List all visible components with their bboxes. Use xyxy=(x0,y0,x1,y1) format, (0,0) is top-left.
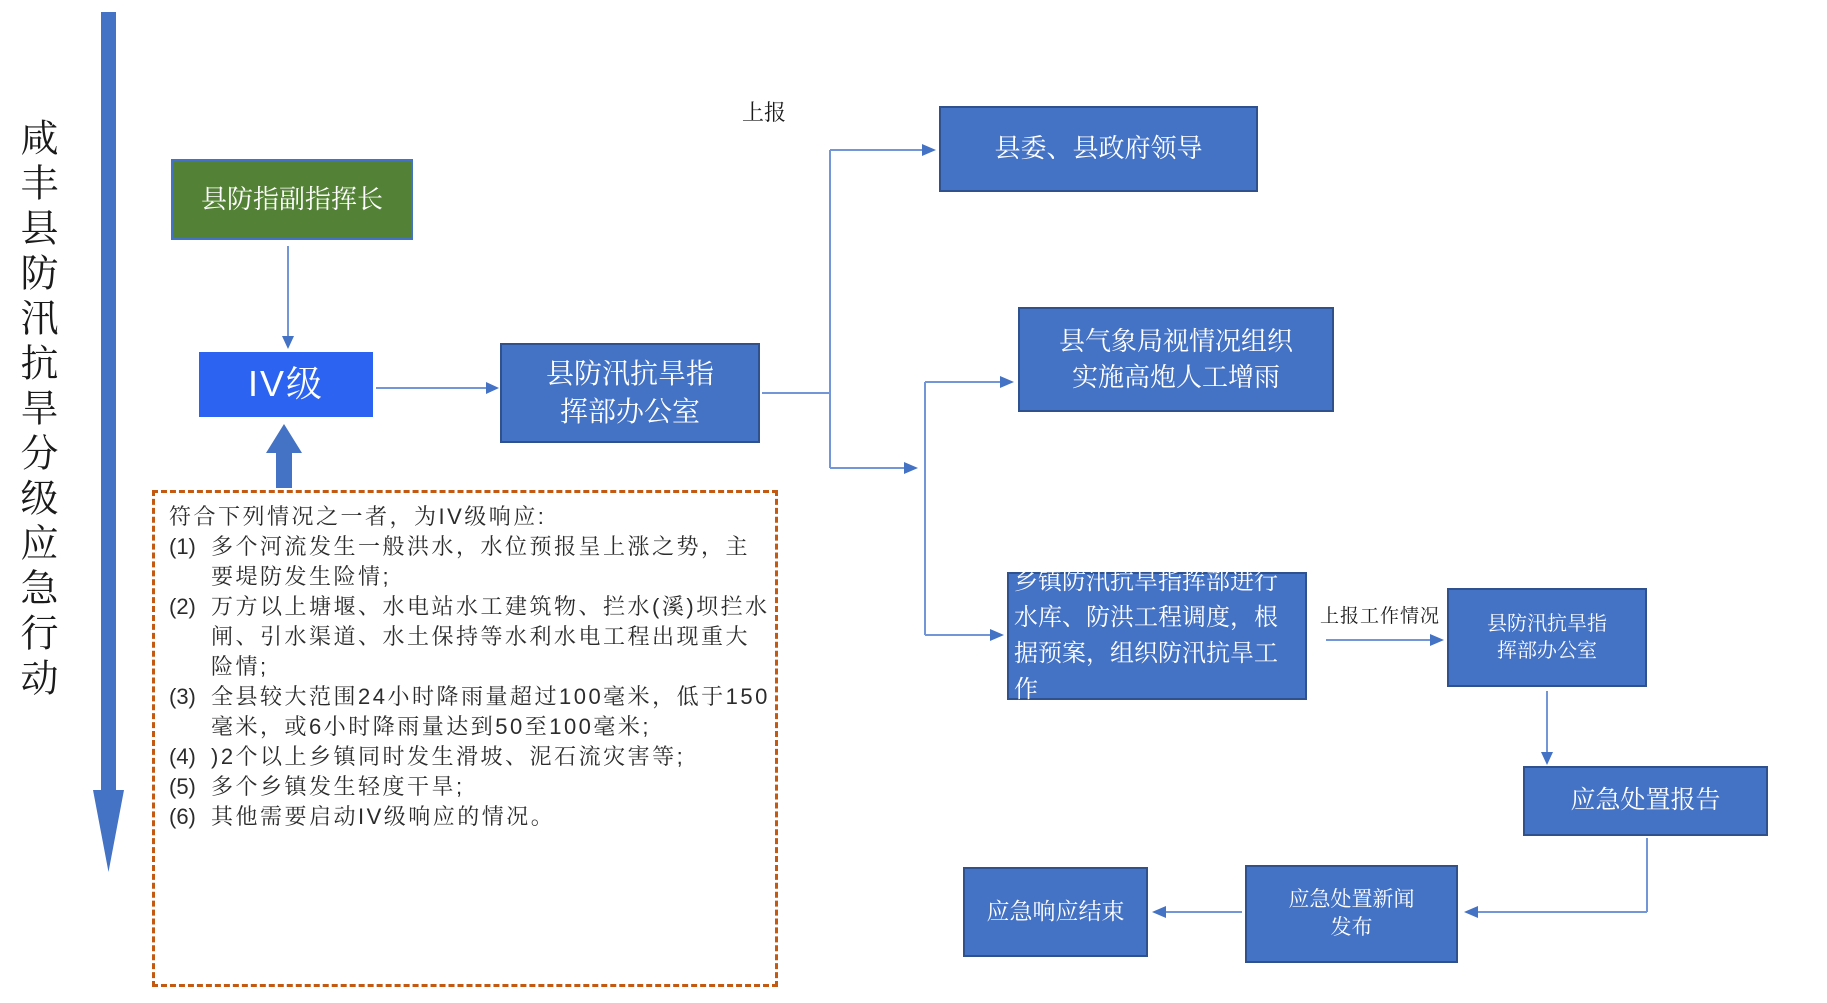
criteria-intro: 符合下列情况之一者，为IV级响应: xyxy=(169,504,547,529)
edge-label-report-work: 上报工作情况 xyxy=(1320,606,1441,627)
criteria-item xyxy=(169,772,770,802)
node-county-leaders-label: 县委、县政府领导 xyxy=(994,133,1203,164)
edge-to-leaders-arrowhead xyxy=(922,144,936,156)
edge-to-township-arrowhead xyxy=(990,629,1004,641)
criteria-item xyxy=(169,592,770,682)
edge-news-to-end-arrowhead xyxy=(1152,906,1166,918)
criteria-item-text: 万方以上塘堰、水电站水工建筑物、拦水(溪)坝拦水闸、引水渠道、水土保持等水利水电工程出现重大险情; xyxy=(211,594,770,679)
node-deputy-commander[interactable] xyxy=(171,159,413,240)
node-news-release-label: 应急处置新闻发布 xyxy=(1288,887,1415,939)
timeline-down-arrow xyxy=(93,12,124,872)
criteria-item-number: (6) xyxy=(169,804,196,829)
criteria-up-arrow xyxy=(266,424,302,488)
node-level-iv-label: IV级 xyxy=(247,363,324,405)
node-response-end-label: 应急响应结束 xyxy=(986,898,1125,925)
node-county-leaders[interactable] xyxy=(939,106,1258,192)
edge-label-report-up: 上报 xyxy=(742,100,787,125)
criteria-item-text: 全县较大范围24小时降雨量超过100毫米，低于150毫米，或6小时降雨量达到50至100毫米; xyxy=(211,684,770,739)
edge-to-meteorology-arrowhead xyxy=(1000,376,1014,388)
criteria-item-number: (5) xyxy=(169,774,196,799)
criteria-item xyxy=(169,532,770,592)
criteria-item xyxy=(169,742,770,772)
criteria-item-number: (2) xyxy=(169,594,196,619)
node-county-office-2-label: 县防汛抗旱指挥部办公室 xyxy=(1487,612,1607,662)
node-level-iv[interactable] xyxy=(199,352,373,417)
edge-branch-link-arrowhead xyxy=(904,462,918,474)
criteria-item xyxy=(169,682,770,742)
node-meteorology[interactable] xyxy=(1018,307,1334,412)
criteria-item-number: (3) xyxy=(169,684,196,709)
edge-township-to-office2-arrowhead xyxy=(1430,634,1444,646)
criteria-item-text: )2个以上乡镇同时发生滑坡、泥石流灾害等; xyxy=(211,744,686,769)
node-township-command[interactable] xyxy=(1007,568,1307,703)
node-emergency-report[interactable] xyxy=(1523,766,1768,836)
node-county-office-1-label: 县防汛抗旱指挥部办公室 xyxy=(545,358,714,427)
criteria-item-number: (4) xyxy=(169,744,196,769)
node-county-office-1[interactable] xyxy=(500,343,760,443)
criteria-box xyxy=(152,490,778,987)
node-meteorology-label: 县气象局视情况组织实施高炮人工增雨 xyxy=(1058,326,1293,392)
criteria-item-text: 多个河流发生一般洪水，水位预报呈上涨之势，主要堤防发生险情; xyxy=(211,534,751,589)
node-response-end[interactable] xyxy=(963,867,1148,957)
criteria-item-text: 其他需要启动IV级响应的情况。 xyxy=(211,804,556,829)
criteria-item-number: (1) xyxy=(169,534,196,559)
node-deputy-commander-label: 县防指副指挥长 xyxy=(200,183,383,214)
criteria-item-text: 多个乡镇发生轻度干旱; xyxy=(211,774,465,799)
node-emergency-report-label: 应急处置报告 xyxy=(1570,786,1721,815)
node-news-release[interactable] xyxy=(1245,865,1458,963)
criteria-item xyxy=(169,802,770,832)
node-township-command-label: 乡镇防汛抗旱指挥部进行水库、防洪工程调度，根据预案，组织防汛抗旱工作 xyxy=(1014,568,1278,703)
edge-office2-to-report-arrowhead xyxy=(1541,752,1553,765)
edge-level-to-office-arrowhead xyxy=(486,382,499,394)
edge-deputy-to-level-arrowhead xyxy=(282,336,294,349)
node-county-office-2[interactable] xyxy=(1447,588,1647,687)
edge-report-to-news-arrowhead xyxy=(1464,906,1478,918)
page-title-vertical: 咸丰县防汛抗旱分级应急行动 xyxy=(14,118,56,703)
